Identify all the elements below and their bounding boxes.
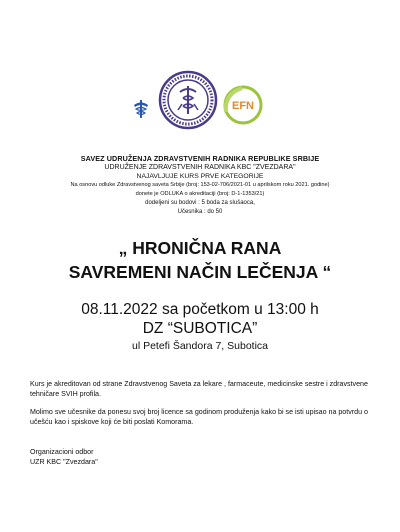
license-paragraph: Molimo sve učesnike da ponesu svoj broj licence sa godinom produženja kako bi se isti upisao na potvrdu o učešću kao i spiskove koji će biti poslati Komorama. [30,408,368,426]
event-address: ul Petefi Šandora 7, Subotica [131,340,268,352]
federation-name: SAVEZ UDRUŽENJA ZDRAVSTVENIH RADNIKA REPUBLIKE SRBIJE [80,154,320,163]
accreditation-paragraph: Kurs je akreditovan od strane Zdravstvenog Saveta za lekare , farmaceute, medicinske sestre i zdravstvene tehničare SVIH profila. [30,380,368,398]
participants-limit: Učesnika : do 50 [177,209,223,215]
signature-organization: UZR KBC "Zvezdara" [30,457,98,466]
course-announcement: NAJAVLJUJE KURS PRVE KATEGORIJE [136,173,264,180]
event-venue: DZ “SUBOTICA” [142,320,258,337]
efn-logo-text: EFN [232,100,254,112]
course-title-line1: „ HRONIČNA RANA [118,238,282,258]
efn-logo [220,82,266,128]
course-title-line2: SAVREMENI NAČIN LEČENJA “ [68,262,332,282]
course-title [0,236,400,284]
signature-block [30,448,98,467]
accreditation-basis: Na osnovu odluke Zdravstvenog saveta Srbije (broj: 153-02-706/2021-01 u aprilskom roku 2021. godine) [70,182,330,188]
association-name: UDRUŽENJE ZDRAVSTVENIH RADNIKA KBC "ZVEZDARA" [104,164,296,171]
event-datetime: 08.11.2022 sa početkom u 13:00 h [81,301,319,318]
document-header [0,154,400,217]
logo-row [0,0,400,150]
caduceus-logo-icon [130,98,152,120]
accreditation-decision: donete je ODLUKA o akreditaciji (broj: D-1-1353/21) [135,191,265,197]
efn-logo-icon [220,82,266,128]
association-seal-icon [158,64,218,136]
signature-committee: Organizacioni odbor [30,448,94,456]
announcement-body [30,380,375,436]
points-awarded: dodeljeni su bodovi : 5 boda za slušaoca, [145,200,255,206]
